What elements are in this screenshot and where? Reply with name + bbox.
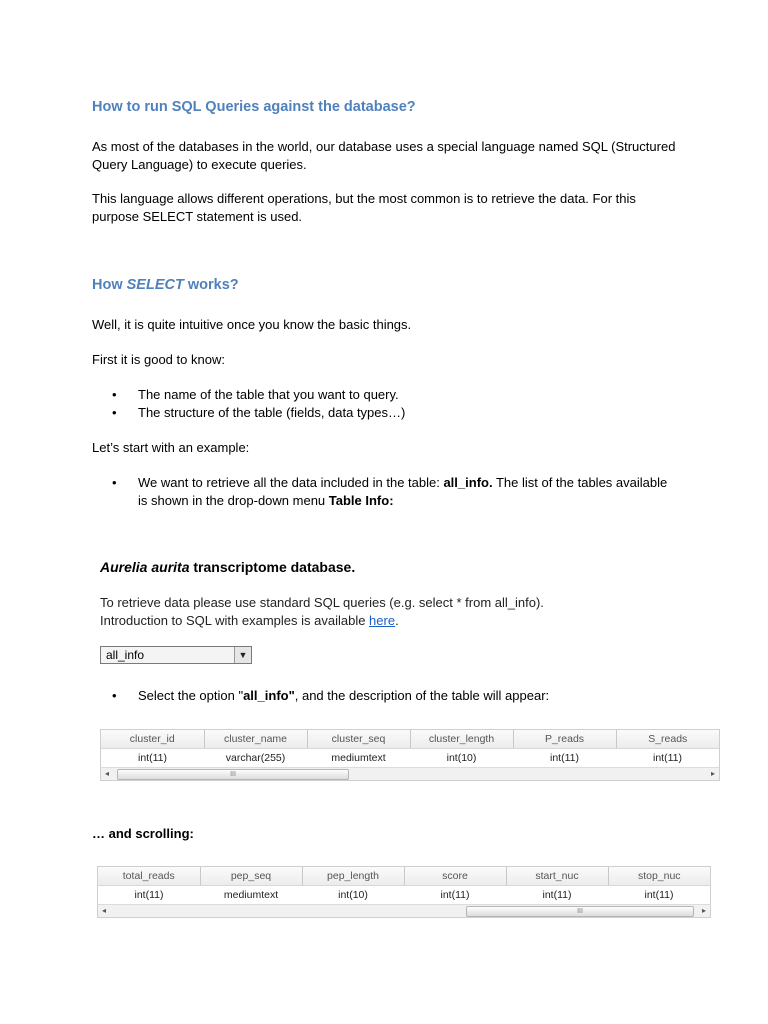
paragraph-good-to-know: First it is good to know: xyxy=(92,352,225,367)
here-link[interactable]: here xyxy=(369,613,396,628)
heading-emphasis: SELECT xyxy=(126,277,184,293)
column-header[interactable]: pep_length xyxy=(302,867,404,886)
table-cell: int(11) xyxy=(550,752,579,764)
bullet-item: The name of the table that you want to query. xyxy=(138,387,399,402)
heading-run-sql: How to run SQL Queries against the database? xyxy=(92,99,416,115)
column-header[interactable]: S_reads xyxy=(616,730,719,749)
table-cell: int(11) xyxy=(542,889,572,901)
paragraph-example: Let’s start with an example: xyxy=(92,440,250,455)
scroll-right-icon[interactable]: ▸ xyxy=(701,906,706,915)
bullet-item: The structure of the table (fields, data types…) xyxy=(138,405,406,420)
web-text: Introduction to SQL with examples is available xyxy=(100,613,370,628)
table-row xyxy=(101,749,719,768)
table-cell: int(10) xyxy=(338,889,368,901)
column-header[interactable]: pep_seq xyxy=(200,867,302,886)
table-cell: varchar(255) xyxy=(225,752,286,764)
heading-part: How xyxy=(92,277,127,293)
column-header[interactable]: cluster_seq xyxy=(307,730,410,749)
chevron-down-icon[interactable]: ▼ xyxy=(234,647,251,663)
paragraph-select-purpose: This language allows different operations, but the most common is to retrieve the data. For this purpose SELECT statement is used. xyxy=(92,191,636,224)
bullet-retrieve-all-info xyxy=(138,474,678,510)
paragraph-scrolling: … and scrolling: xyxy=(92,826,194,841)
scroll-left-icon[interactable]: ◂ xyxy=(101,906,106,915)
bold-menu-name: Table Info: xyxy=(328,493,394,508)
bold-table-name: all_info. xyxy=(443,475,493,490)
column-header[interactable]: cluster_length xyxy=(410,730,513,749)
scroll-left-icon[interactable]: ◂ xyxy=(104,769,109,778)
scroll-right-icon[interactable]: ▸ xyxy=(710,769,715,778)
table-cell: int(11) xyxy=(653,752,682,764)
horizontal-scrollbar[interactable] xyxy=(98,904,710,917)
bullet-dot: • xyxy=(112,475,117,490)
column-header[interactable]: total_reads xyxy=(98,867,200,886)
bullet-dot: • xyxy=(112,387,117,402)
bullet-text: The list of the tables available is shown in the drop-down menu xyxy=(138,475,668,508)
scrollbar-thumb[interactable]: III xyxy=(466,906,694,917)
column-header[interactable]: P_reads xyxy=(513,730,616,749)
bullet-select-option xyxy=(138,687,678,705)
heading-how-select-works xyxy=(92,277,239,293)
bullet-text: We want to retrieve all the data included in the table: xyxy=(138,475,444,490)
table-cell: int(10) xyxy=(446,752,477,764)
data-table xyxy=(98,867,710,904)
table-description-grid-2 xyxy=(97,866,711,918)
table-cell: mediumtext xyxy=(223,889,279,901)
web-text: . xyxy=(395,613,399,628)
table-cell: int(11) xyxy=(134,889,164,901)
column-header[interactable]: start_nuc xyxy=(506,867,608,886)
paragraph-intuitive: Well, it is quite intuitive once you know the basic things. xyxy=(92,317,412,332)
title-rest: transcriptome database. xyxy=(189,559,356,575)
bullet-dot: • xyxy=(112,688,117,703)
table-cell: mediumtext xyxy=(331,752,386,764)
species-name: Aurelia aurita xyxy=(100,559,190,575)
column-header[interactable]: cluster_name xyxy=(204,730,307,749)
table-cell: int(11) xyxy=(440,889,470,901)
table-row xyxy=(98,886,710,905)
paragraph-sql-intro: As most of the databases in the world, our database uses a special language named SQL (Structured Query Language) to execute queries. xyxy=(92,139,676,172)
horizontal-scrollbar[interactable] xyxy=(101,767,719,780)
table-cell: int(11) xyxy=(644,889,674,901)
web-instructions-line2 xyxy=(100,612,399,630)
table-description-grid-1 xyxy=(100,729,720,781)
column-header[interactable]: score xyxy=(404,867,506,886)
column-header[interactable]: stop_nuc xyxy=(608,867,710,886)
bullet-text: Select the option " xyxy=(138,688,244,703)
column-header[interactable]: cluster_id xyxy=(101,730,204,749)
bullet-dot: • xyxy=(112,405,117,420)
scrollbar-thumb[interactable]: III xyxy=(117,769,349,780)
heading-part: works? xyxy=(183,277,239,293)
bullet-text: , and the description of the table will appear: xyxy=(294,688,550,703)
web-instructions-line1: To retrieve data please use standard SQL queries (e.g. select * from all_info). xyxy=(100,595,544,610)
table-info-dropdown[interactable] xyxy=(100,646,252,664)
web-database-title xyxy=(100,559,355,575)
bold-option: all_info" xyxy=(243,688,295,703)
data-table xyxy=(101,730,719,767)
dropdown-value: all_info xyxy=(106,648,145,662)
table-cell: int(11) xyxy=(138,752,167,764)
